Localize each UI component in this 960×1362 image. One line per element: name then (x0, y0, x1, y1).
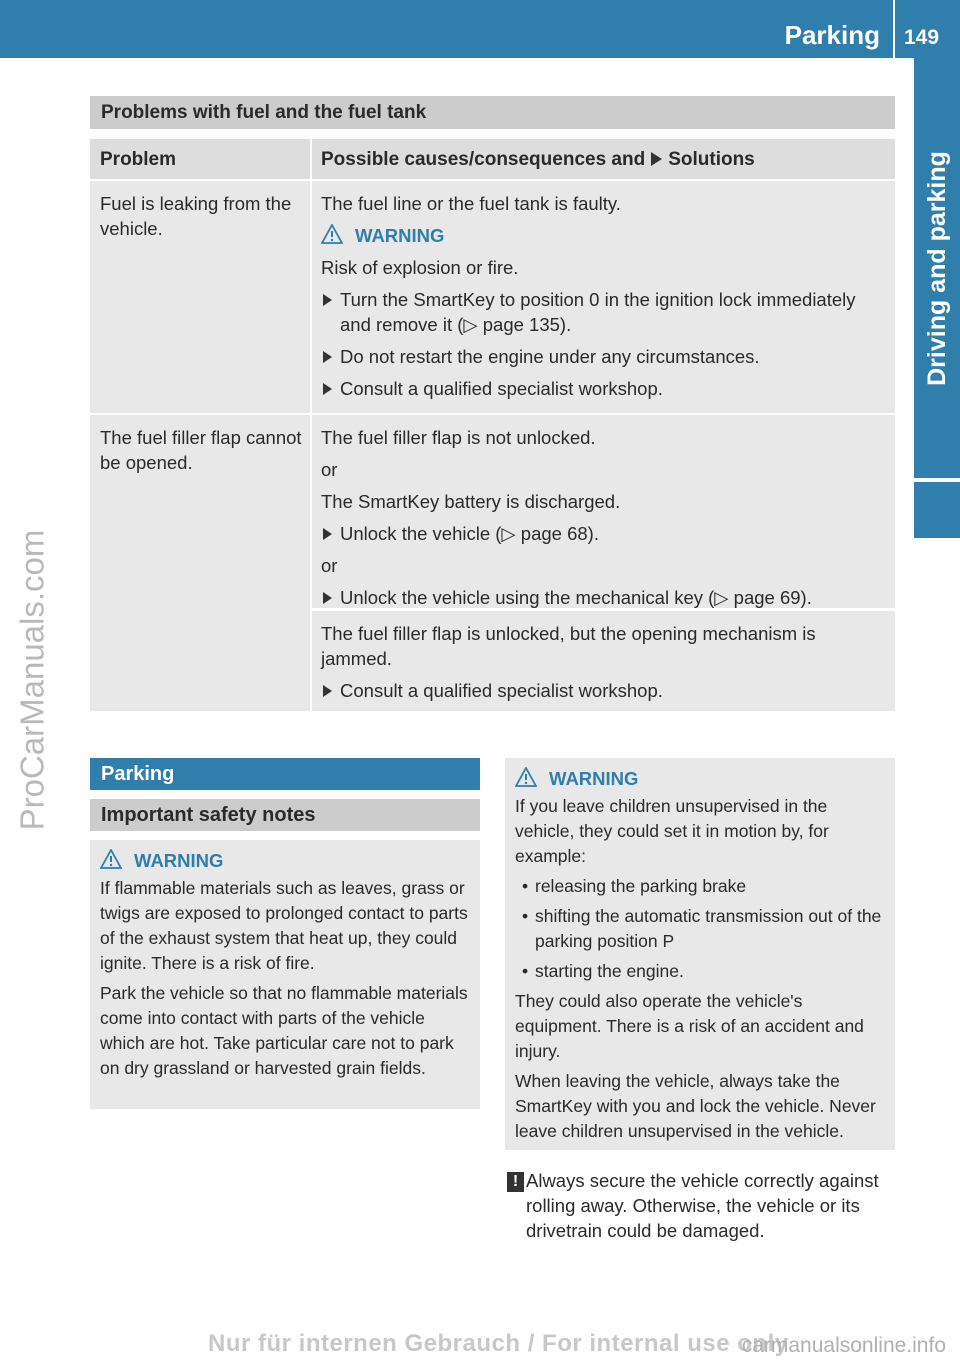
list-item: • shifting the automatic transmission out of the parking position P (515, 904, 887, 954)
side-watermark: ProCarManuals.com (13, 529, 50, 831)
action-step: Consult a qualified specialist workshop. (321, 678, 887, 703)
subsection-heading: Important safety notes (90, 799, 480, 831)
exclamation-icon: ! (507, 1172, 524, 1192)
table-title: Problems with fuel and the fuel tank (90, 96, 895, 129)
col-header-causes-a: Possible causes/consequences and (321, 149, 646, 170)
or-text: or (321, 555, 338, 576)
col-header-causes-b: Solutions (668, 149, 755, 170)
problem-text: Fuel is leaking from the vehicle. (100, 193, 292, 239)
warning-triangle-icon (515, 767, 537, 787)
caution-text: Always secure the vehicle correctly against rolling away. Otherwise, the vehicle or its drivetrain could be damaged. (526, 1170, 879, 1241)
list-item: • releasing the parking brake (515, 874, 887, 899)
risk-text: Risk of explosion or fire. (321, 257, 519, 278)
cause-text: The fuel filler flap is unlocked, but the opening mechanism is jammed. (321, 623, 816, 669)
action-step: Unlock the vehicle (▷ page 68). (321, 521, 887, 546)
warning-label: WARNING (355, 225, 445, 246)
warning-heading (515, 766, 887, 791)
side-tab-divider (914, 478, 960, 482)
cause-text: The fuel line or the fuel tank is faulty. (321, 193, 621, 214)
side-watermark-wrap (0, 520, 64, 840)
warning-label: WARNING (134, 850, 224, 871)
solution-cell (312, 611, 895, 711)
section-heading: Parking (90, 758, 480, 790)
table-header-row (90, 139, 895, 179)
arrow-icon (651, 152, 662, 166)
site-watermark: carmanualsonline.info (741, 1334, 946, 1357)
warning-text: If you leave children unsupervised in the vehicle, they could set it in motion by, for example: (515, 796, 829, 866)
col-header-causes (312, 139, 895, 179)
warning-text: When leaving the vehicle, always take the SmartKey with you and lock the vehicle. Never leave children unsupervised in the vehicle. (515, 1071, 876, 1141)
warning-heading (100, 848, 472, 873)
side-tab-label-wrap (914, 58, 960, 478)
solution-cell (312, 415, 895, 608)
warning-triangle-icon (100, 849, 122, 869)
warning-box-fire (90, 840, 480, 1109)
warning-text: Park the vehicle so that no flammable materials come into contact with parts of the vehicle which are hot. Take particular care not to park on dry grassland or harvested grain fields. (100, 983, 468, 1078)
col-header-problem: Problem (90, 139, 310, 179)
action-step: Do not restart the engine under any circumstances. (321, 344, 887, 369)
action-step: Unlock the vehicle using the mechanical key (▷ page 69). (321, 585, 887, 610)
warning-heading (321, 223, 887, 248)
problem-text: The fuel filler flap cannot be opened. (100, 427, 302, 473)
table-row (90, 181, 895, 413)
problem-cell (90, 415, 310, 711)
internal-use-watermark: Nur für internen Gebrauch / For internal use only (208, 1330, 789, 1357)
side-tab-label: Driving and parking (922, 150, 951, 386)
action-step: Consult a qualified specialist workshop. (321, 376, 887, 401)
footer (0, 1330, 960, 1362)
warning-triangle-icon (321, 224, 343, 244)
or-text: or (321, 459, 338, 480)
cause-text: The fuel filler flap is not unlocked. (321, 427, 596, 448)
table-row (90, 415, 895, 711)
warning-text: If flammable materials such as leaves, grass or twigs are exposed to prolonged contact to parts of the exhaust system that heat up, they could ignite. There is a risk of fire. (100, 878, 468, 973)
action-step: Turn the SmartKey to position 0 in the ignition lock immediately and remove it (▷ page 135). (321, 287, 887, 337)
cause-text: The SmartKey battery is discharged. (321, 491, 621, 512)
problem-cell (90, 181, 310, 413)
warning-box-children (505, 758, 895, 1150)
solution-cell (312, 181, 895, 413)
warning-label: WARNING (549, 768, 639, 789)
header-section-title: Parking (784, 20, 880, 50)
warning-text: They could also operate the vehicle's equipment. There is a risk of an accident and injury. (515, 991, 864, 1061)
page-number: 149 (904, 26, 940, 49)
list-item: • starting the engine. (515, 959, 887, 984)
header-separator (893, 0, 895, 58)
caution-note (505, 1168, 900, 1243)
